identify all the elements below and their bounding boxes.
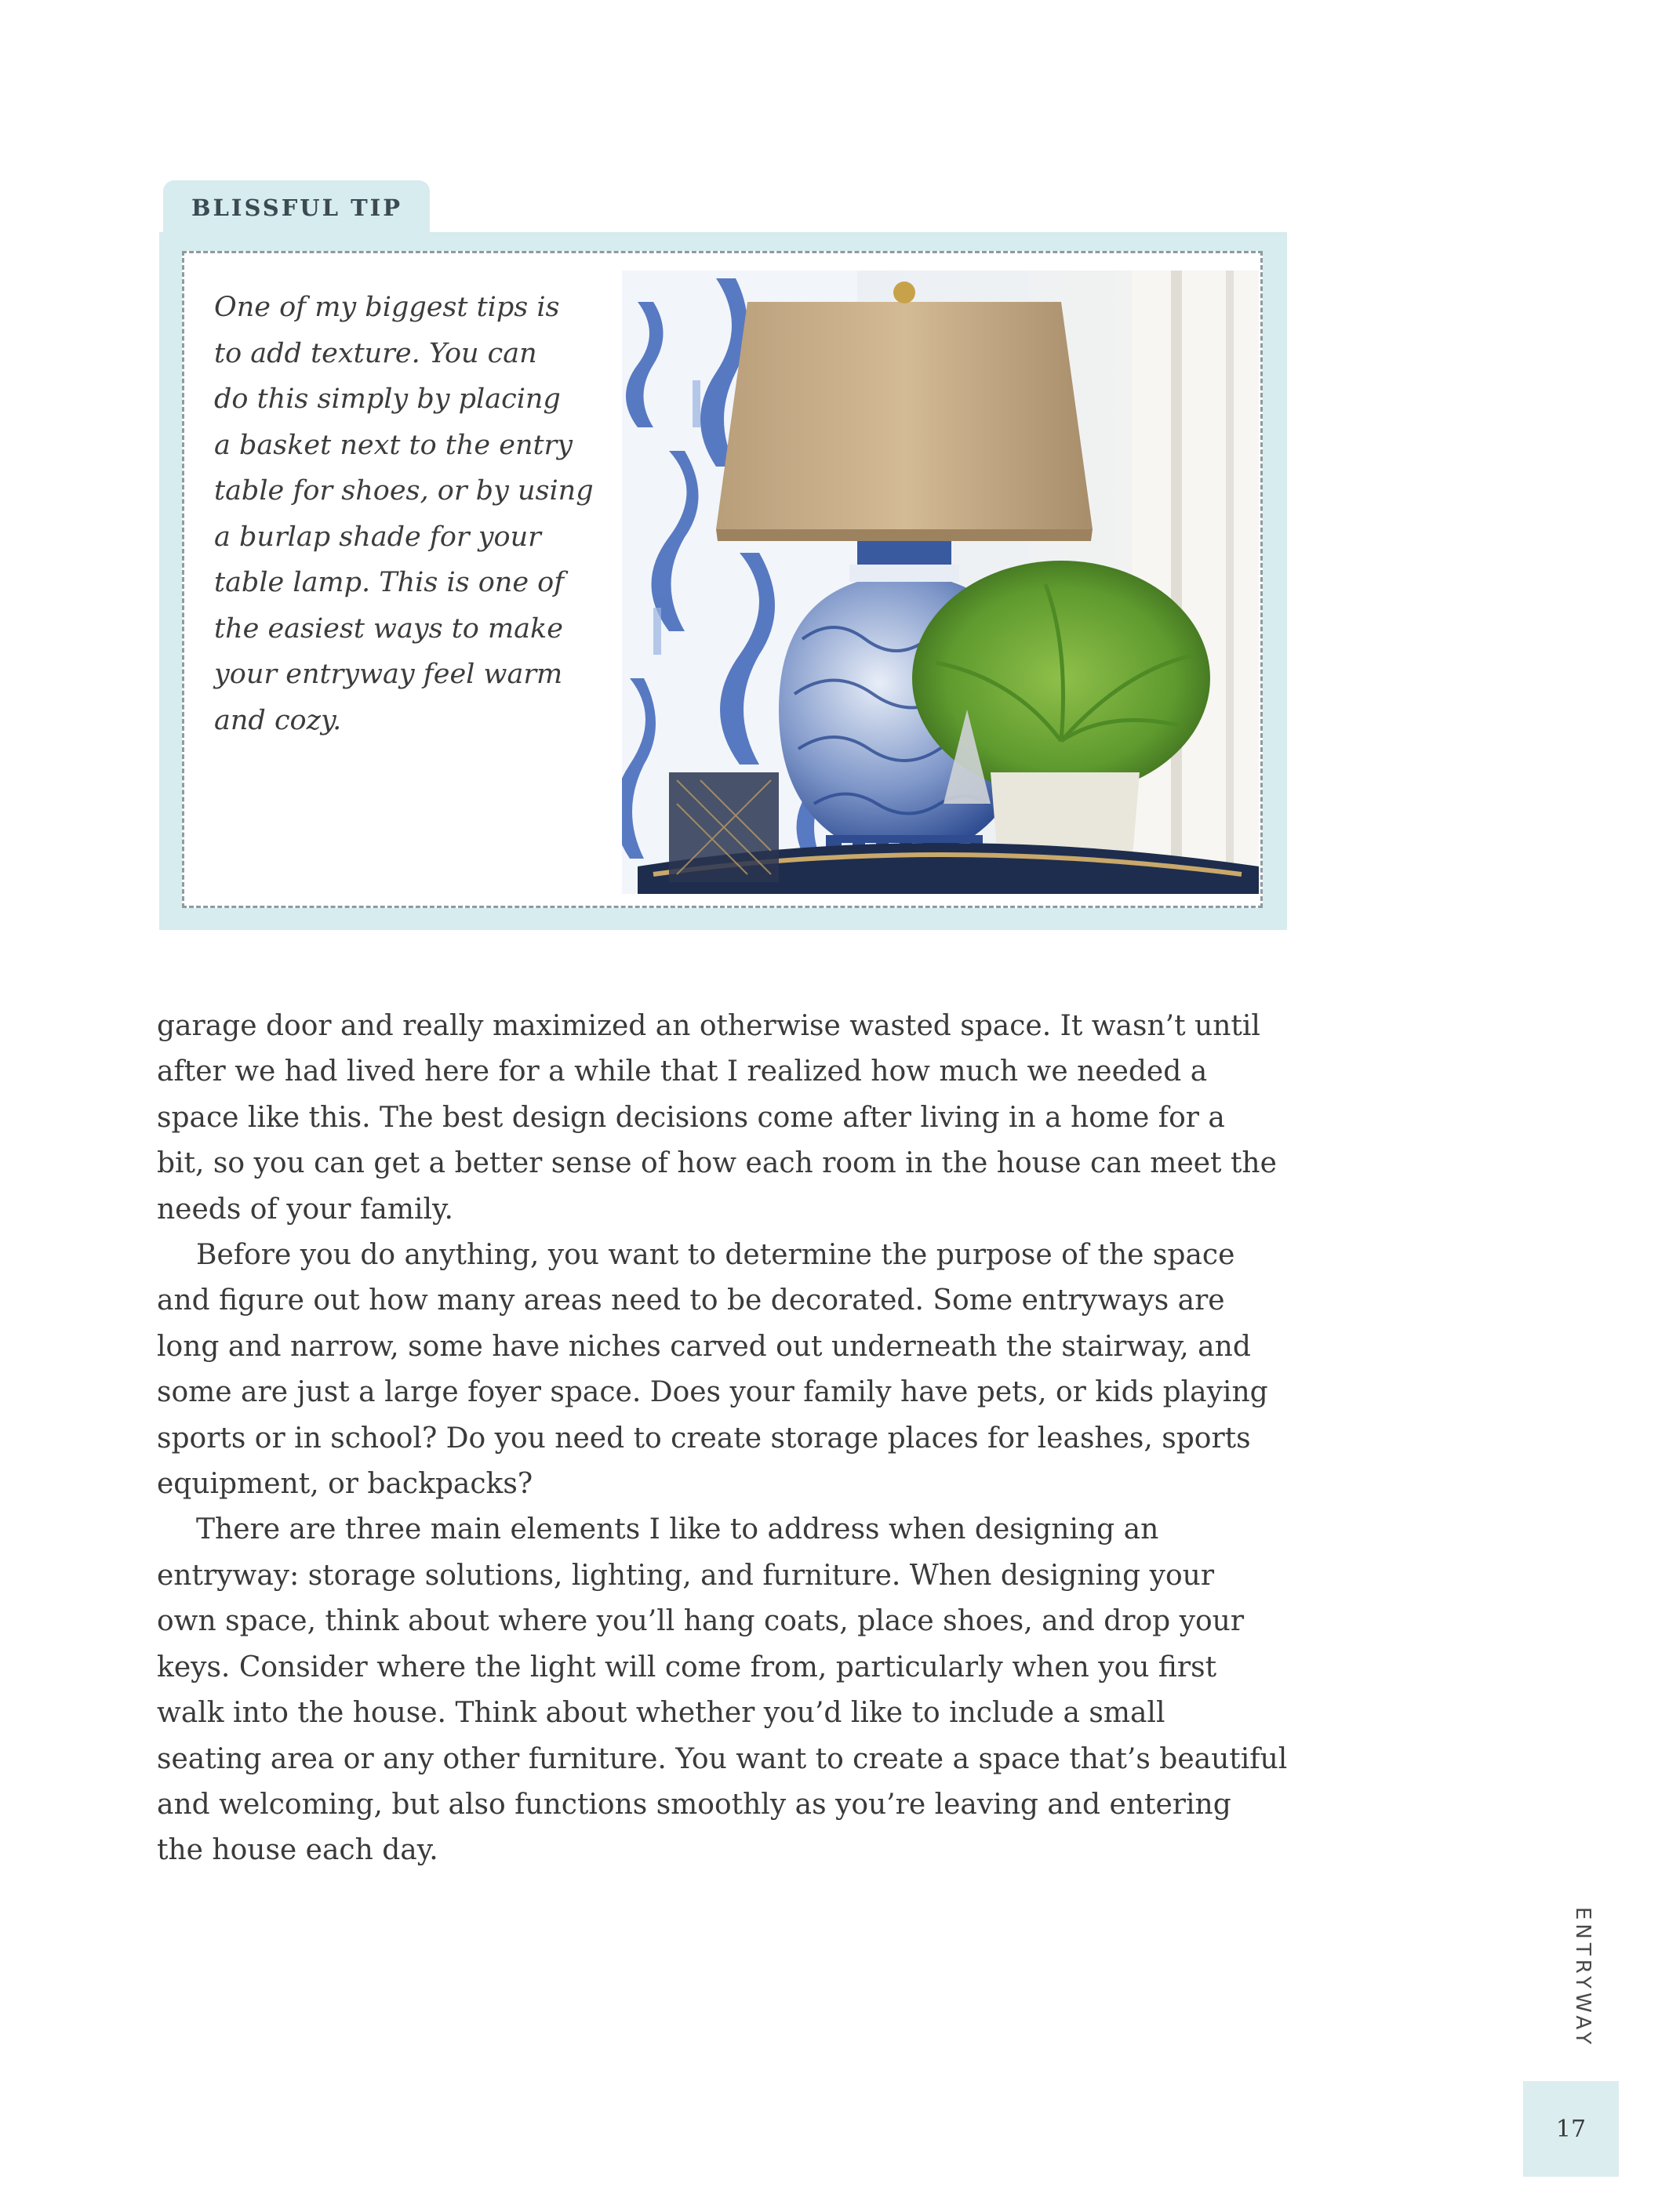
section-label [1536,1907,1630,2048]
tip-line: a burlap shade for your [214,521,541,553]
tip-text [214,285,598,743]
body-line: the house each day. [157,1834,438,1867]
tip-line: and cozy. [214,704,342,736]
body-line: seating area or any other furniture. You want to create a space that’s beautiful [157,1742,1288,1775]
body-line: space like this. The best design decisions come after living in a home for a [157,1101,1225,1134]
body-text [157,1004,1286,1874]
tip-line: a basket next to the entry [214,429,573,461]
tip-line: One of my biggest tips is [214,292,560,323]
section-label-text: ENTRYWAY [1571,1907,1595,2048]
lamp-photo [622,271,1259,894]
tip-tab [163,180,430,235]
page-number-box [1523,2081,1619,2177]
tip-box [159,232,1287,930]
body-line: and welcoming, but also functions smoothly as you’re leaving and entering [157,1788,1231,1821]
tip-inner-dashed-frame [182,251,1263,908]
page-number: 17 [1555,2115,1587,2143]
tip-line: the easiest ways to make [214,612,563,645]
body-line: after we had lived here for a while that I realized how much we needed a [157,1055,1208,1088]
body-line: sports or in school? Do you need to create storage places for leashes, sports [157,1422,1251,1455]
body-line: own space, think about where you’ll hang coats, place shoes, and drop your [157,1605,1245,1638]
body-line: garage door and really maximized an otherwise wasted space. It wasn’t until [157,1010,1260,1042]
body-line: There are three main elements I like to address when designing an [196,1513,1159,1546]
body-line: long and narrow, some have niches carved out underneath the stairway, and [157,1330,1251,1363]
tip-line: table for shoes, or by using [214,475,594,507]
body-line: Before you do anything, you want to determine the purpose of the space [196,1239,1235,1272]
tip-line: table lamp. This is one of [214,567,565,598]
tip-line: to add texture. You can [214,337,537,369]
tip-line: your entryway feel warm [214,659,563,690]
tip-line: do this simply by placing [214,383,561,415]
body-line: entryway: storage solutions, lighting, and furniture. When designing your [157,1559,1215,1592]
body-line: equipment, or backpacks? [157,1468,533,1501]
body-line: and figure out how many areas need to be decorated. Some entryways are [157,1284,1225,1317]
body-line: some are just a large foyer space. Does your family have pets, or kids playing [157,1376,1268,1409]
body-line: needs of your family. [157,1193,453,1226]
body-line: keys. Consider where the light will come from, particularly when you first [157,1651,1217,1684]
body-line: walk into the house. Think about whether you’d like to include a small [157,1697,1165,1730]
body-line: bit, so you can get a better sense of how each room in the house can meet the [157,1147,1277,1180]
tip-label: BLISSFUL TIP [191,194,403,221]
